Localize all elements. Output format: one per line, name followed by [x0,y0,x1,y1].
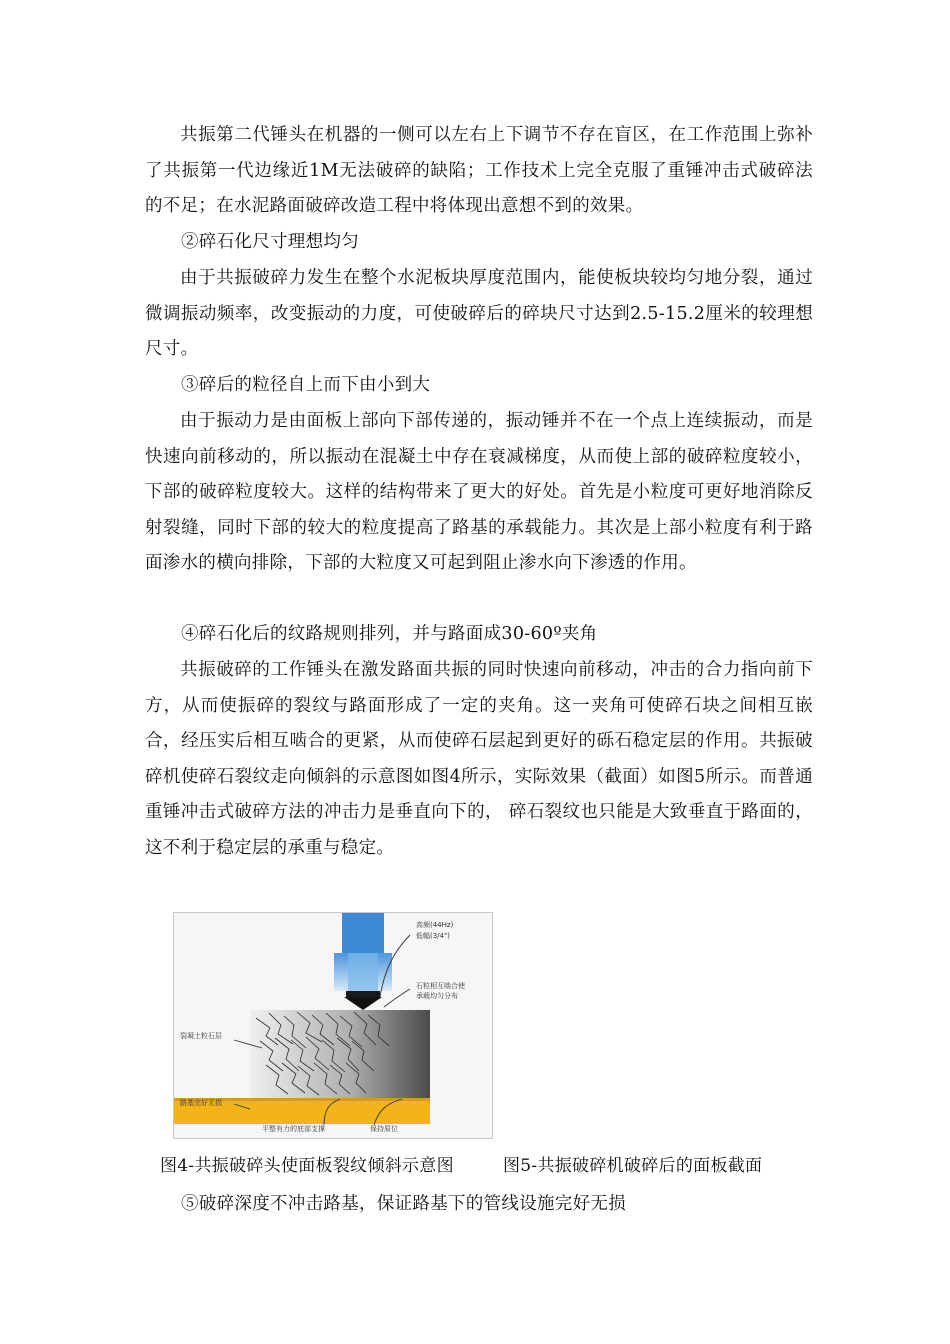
label-concrete-layer: 裂凝土粒石层 [180,1032,222,1040]
paragraph-crack-angle: 共振破碎的工作锤头在激发路面共振的同时快速向前移动，冲击的合力指向前下方，从而使振碎的裂纹与路面形成了一定的夹角。这一夹角可使碎石块之间相互嵌合，经压实后相互啮合的更紧，从而使碎石层起到更好的砾石稳定层的作用。共振破碎机使碎石裂纹走向倾斜的示意图如图4所示，实际效果（截面）如图5所示。而普通重锤冲击式破碎方法的冲击力是垂直向下的， 碎石裂纹也只能是大致垂直于路面的，这不利于稳定层的承重与稳定。 [145,660,813,858]
label-bottom-support: 平整有力的底部支撑 [262,1125,325,1133]
caption-figure-5: 图5-共振破碎机破碎后的面板截面 [503,1156,763,1176]
label-interlock-2: 承载均匀分布 [416,992,458,1000]
vibration-beam [334,913,392,991]
figure-4-crack-diagram [173,912,493,1139]
label-roadbase-intact: 路基完好无损 [180,1099,222,1107]
concrete-slab [250,1010,430,1098]
label-low-amplitude: 低幅(3/4") [416,932,450,940]
heading-gradation: ③碎后的粒径自上而下由小到大 [181,375,431,395]
paragraph-resonance-second-gen: 共振第二代锤头在机器的一侧可以左右上下调节不存在盲区，在工作范围上弥补了共振第一代边缘近1M无法破碎的缺陷；工作技术上完全克服了重锤冲击式破碎法的不足；在水泥路面破碎改造工程中将体现出意想不到的效果。 [145,125,813,216]
label-keep-position: 保持原位 [370,1125,398,1133]
label-high-frequency: 高频(44Hz) [416,921,454,929]
heading-uniform-size: ②碎石化尺寸理想均匀 [181,232,359,252]
paragraph-uniform-size: 由于共振破碎力发生在整个水泥板块厚度范围内，能使板块较均匀地分裂，通过微调振动频率，改变振动的力度，可使破碎后的碎块尺寸达到2.5-15.2厘米的较理想尺寸。 [145,268,813,359]
caption-figure-4: 图4-共振破碎头使面板裂纹倾斜示意图 [160,1156,454,1176]
paragraph-gradation: 由于振动力是由面板上部向下部传递的，振动锤并不在一个点上连续振动，而是快速向前移动的，所以振动在混凝土中存在衰减梯度，从而使上部的破碎粒度较小，下部的破碎粒度较大。这样的结构带来了更大的好处。首先是小粒度可更好地消除反射裂缝，同时下部的较大的粒度提高了路基的承载能力。其次是上部小粒度有利于路面渗水的横向排除，下部的大粒度又可起到阻止渗水向下渗透的作用。 [145,411,813,573]
heading-crack-angle: ④碎石化后的纹路规则排列，并与路面成30-60º夹角 [181,624,598,644]
heading-depth: ⑤破碎深度不冲击路基，保证路基下的管线设施完好无损 [181,1194,626,1214]
label-interlock-1: 石粒相互啮合使 [416,982,465,990]
